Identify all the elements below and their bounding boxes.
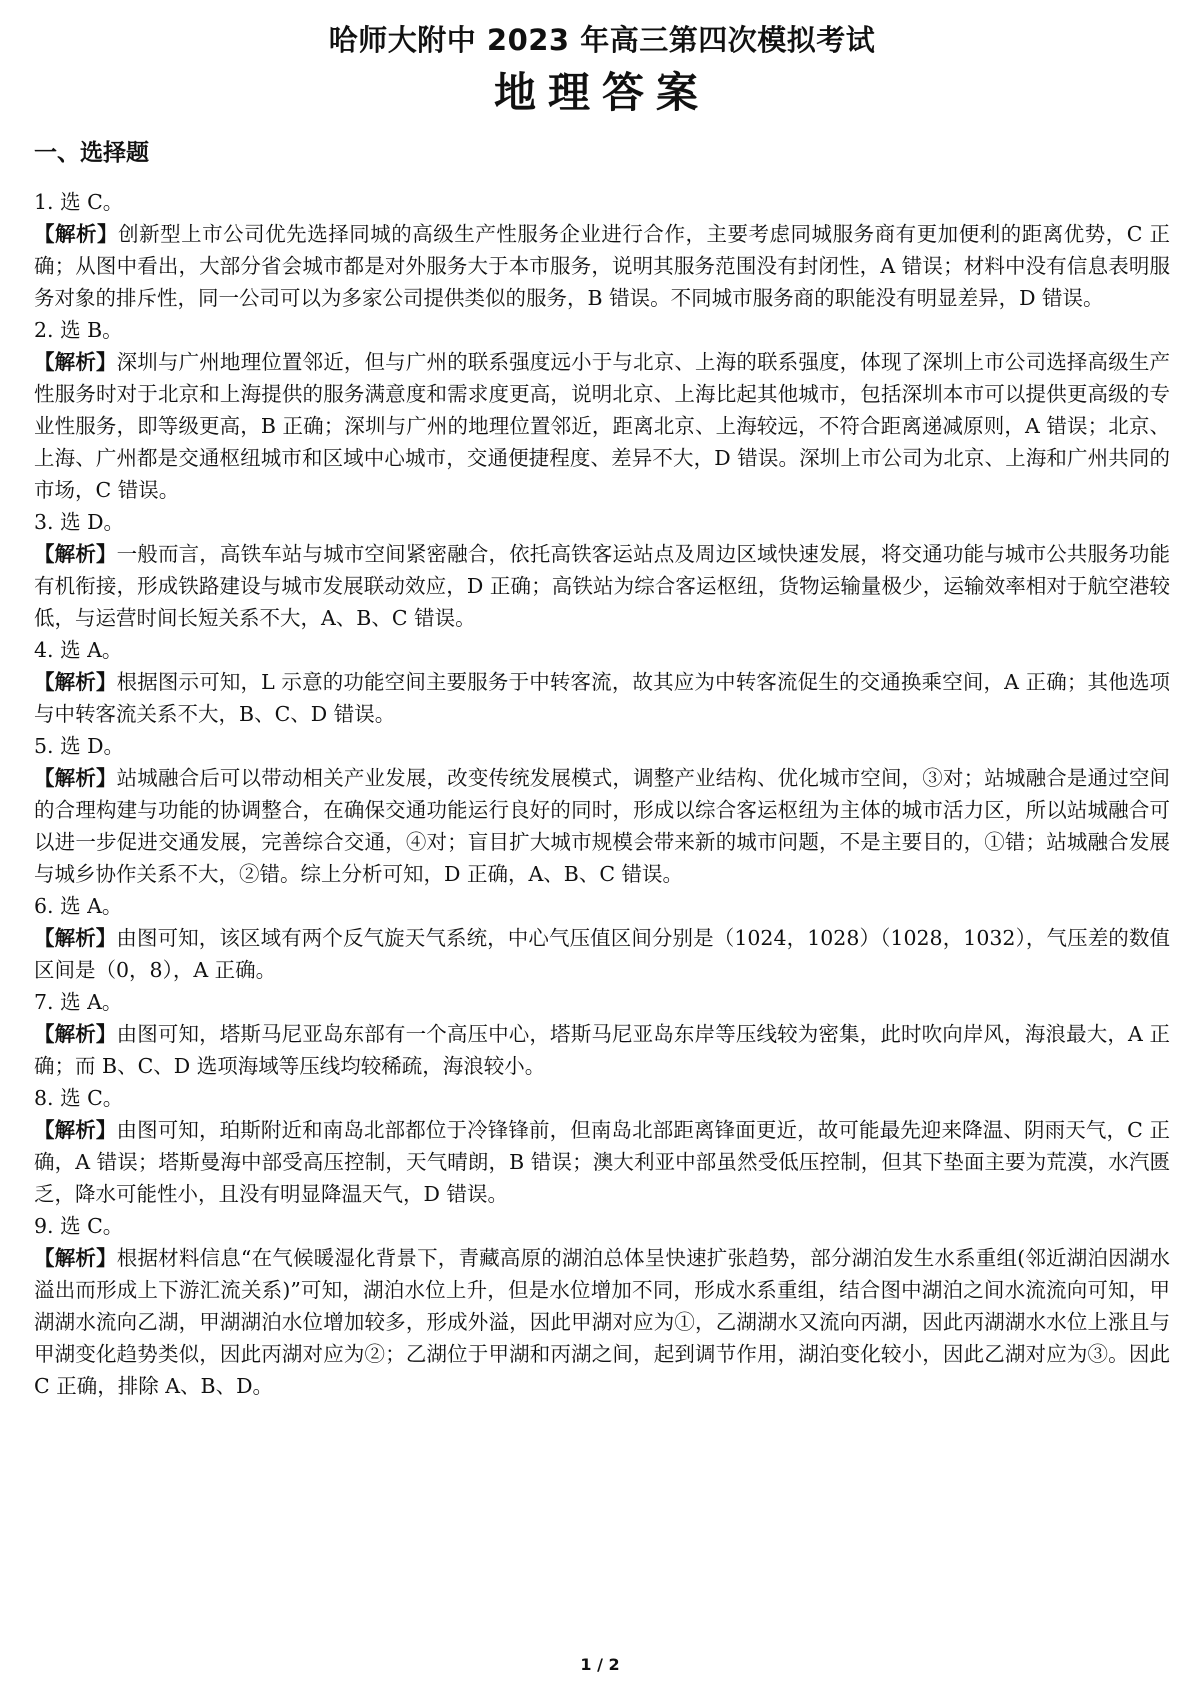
- question-answer: 6. 选 A。: [34, 894, 123, 918]
- question-item: [34, 1210, 1170, 1402]
- exam-title: 哈师大附中 2023 年高三第四次模拟考试: [328, 23, 876, 57]
- question-item: [34, 506, 1170, 634]
- question-item: [34, 186, 1170, 314]
- question-analysis: [34, 666, 1170, 730]
- analysis-text: 深圳与广州地理位置邻近，但与广州的联系强度远小于与北京、上海的联系强度，体现了深圳上市公司选择高级生产性服务时对于北京和上海提供的服务满意度和需求度更高，说明北京、上海比起其他城市，包括深圳本市可以提供更高级的专业性服务，即等级更高，B 正确；深圳与广州的地理位置邻近，距离北京、上海较远，不符合距离递减原则，A 错误；北京、上海、广州都是交通枢纽城市和区域中心城市，交通便捷程度、差异不大，D 错误。深圳上市公司为北京、上海和广州共同的市场，C 错误。: [34, 350, 1171, 502]
- analysis-tag: 【解析】: [34, 1118, 117, 1142]
- analysis-tag: 【解析】: [34, 350, 117, 374]
- analysis-text: 创新型上市公司优先选择同城的高级生产性服务企业进行合作，主要考虑同城服务商有更加便利的距离优势，C 正确；从图中看出，大部分省会城市都是对外服务大于本市服务，说明其服务范围没有封闭性，A 错误；材料中没有信息表明服务对象的排斥性，同一公司可以为多家公司提供类似的服务，B 错误。不同城市服务商的职能没有明显差异，D 错误。: [34, 222, 1170, 310]
- section-heading-multiple-choice: 一、选择题: [34, 140, 149, 166]
- analysis-tag: 【解析】: [34, 926, 117, 950]
- analysis-tag: 【解析】: [34, 542, 117, 566]
- question-analysis: [34, 762, 1170, 890]
- document-title: 地理答案: [493, 68, 710, 117]
- analysis-text: 由图可知，珀斯附近和南岛北部都位于冷锋锋前，但南岛北部距离锋面更近，故可能最先迎来降温、阴雨天气，C 正确，A 错误；塔斯曼海中部受高压控制，天气晴朗，B 错误；澳大利亚中部虽然受低压控制，但其下垫面主要为荒漠，水汽匮乏，降水可能性小，且没有明显降温天气，D 错误。: [34, 1118, 1171, 1206]
- question-item: [34, 314, 1170, 506]
- analysis-tag: 【解析】: [34, 222, 119, 246]
- question-answer: 2. 选 B。: [34, 318, 123, 342]
- question-answer: 7. 选 A。: [34, 990, 123, 1014]
- question-answer: 3. 选 D。: [34, 510, 125, 534]
- analysis-text: 站城融合后可以带动相关产业发展，改变传统发展模式，调整产业结构、优化城市空间，③对；站城融合是通过空间的合理构建与功能的协调整合，在确保交通功能运行良好的同时，形成以综合客运枢纽为主体的城市活力区，所以站城融合可以进一步促进交通发展，完善综合交通，④对；盲目扩大城市规模会带来新的城市问题，不是主要目的，①错；站城融合发展与城乡协作关系不大，②错。综上分析可知，D 正确，A、B、C 错误。: [34, 766, 1171, 886]
- analysis-tag: 【解析】: [34, 1246, 117, 1270]
- analysis-text: 根据材料信息“在气候暖湿化背景下，青藏高原的湖泊总体呈快速扩张趋势，部分湖泊发生水系重组(邻近湖泊因湖水溢出而形成上下游汇流关系)”可知，湖泊水位上升，但是水位增加不同，形成水系重组，结合图中湖泊之间水流流向可知，甲湖湖水流向乙湖，甲湖湖泊水位增加较多，形成外溢，因此甲湖对应为①，乙湖湖水又流向丙湖，因此丙湖湖水水位上涨且与甲湖变化趋势类似，因此丙湖对应为②；乙湖位于甲湖和丙湖之间，起到调节作用，湖泊变化较小，因此乙湖对应为③。因此 C 正确，排除 A、B、D。: [34, 1246, 1170, 1398]
- question-analysis: [34, 218, 1170, 314]
- question-answer: 9. 选 C。: [34, 1214, 124, 1238]
- analysis-tag: 【解析】: [34, 1022, 117, 1046]
- analysis-text: 由图可知，该区域有两个反气旋天气系统，中心气压值区间分别是（1024，1028）（1028，1032），气压差的数值区间是（0，8），A 正确。: [34, 926, 1171, 982]
- question-item: [34, 730, 1170, 890]
- question-item: [34, 1082, 1170, 1210]
- question-answer: 1. 选 C。: [34, 190, 124, 214]
- question-answer: 4. 选 A。: [34, 638, 123, 662]
- question-answer: 5. 选 D。: [34, 734, 125, 758]
- analysis-tag: 【解析】: [34, 670, 117, 694]
- page-number: 1 / 2: [580, 1655, 620, 1674]
- question-analysis: [34, 538, 1170, 634]
- question-analysis: [34, 922, 1170, 986]
- analysis-text: 根据图示可知，L 示意的功能空间主要服务于中转客流，故其应为中转客流促生的交通换乘空间，A 正确；其他选项与中转客流关系不大，B、C、D 错误。: [34, 670, 1171, 726]
- question-answer: 8. 选 C。: [34, 1086, 124, 1110]
- answer-list: [34, 186, 1170, 1402]
- question-analysis: [34, 346, 1170, 506]
- question-analysis: [34, 1114, 1170, 1210]
- analysis-text: 由图可知，塔斯马尼亚岛东部有一个高压中心，塔斯马尼亚岛东岸等压线较为密集，此时吹向岸风，海浪最大，A 正确；而 B、C、D 选项海域等压线均较稀疏，海浪较小。: [34, 1022, 1170, 1078]
- question-analysis: [34, 1018, 1170, 1082]
- question-analysis: [34, 1242, 1170, 1402]
- question-item: [34, 634, 1170, 730]
- question-item: [34, 986, 1170, 1082]
- analysis-text: 一般而言，高铁车站与城市空间紧密融合，依托高铁客运站点及周边区域快速发展，将交通功能与城市公共服务功能有机衔接，形成铁路建设与城市发展联动效应，D 正确；高铁站为综合客运枢纽，货物运输量极少，运输效率相对于航空港较低，与运营时间长短关系不大，A、B、C 错误。: [34, 542, 1171, 630]
- question-item: [34, 890, 1170, 986]
- analysis-tag: 【解析】: [34, 766, 117, 790]
